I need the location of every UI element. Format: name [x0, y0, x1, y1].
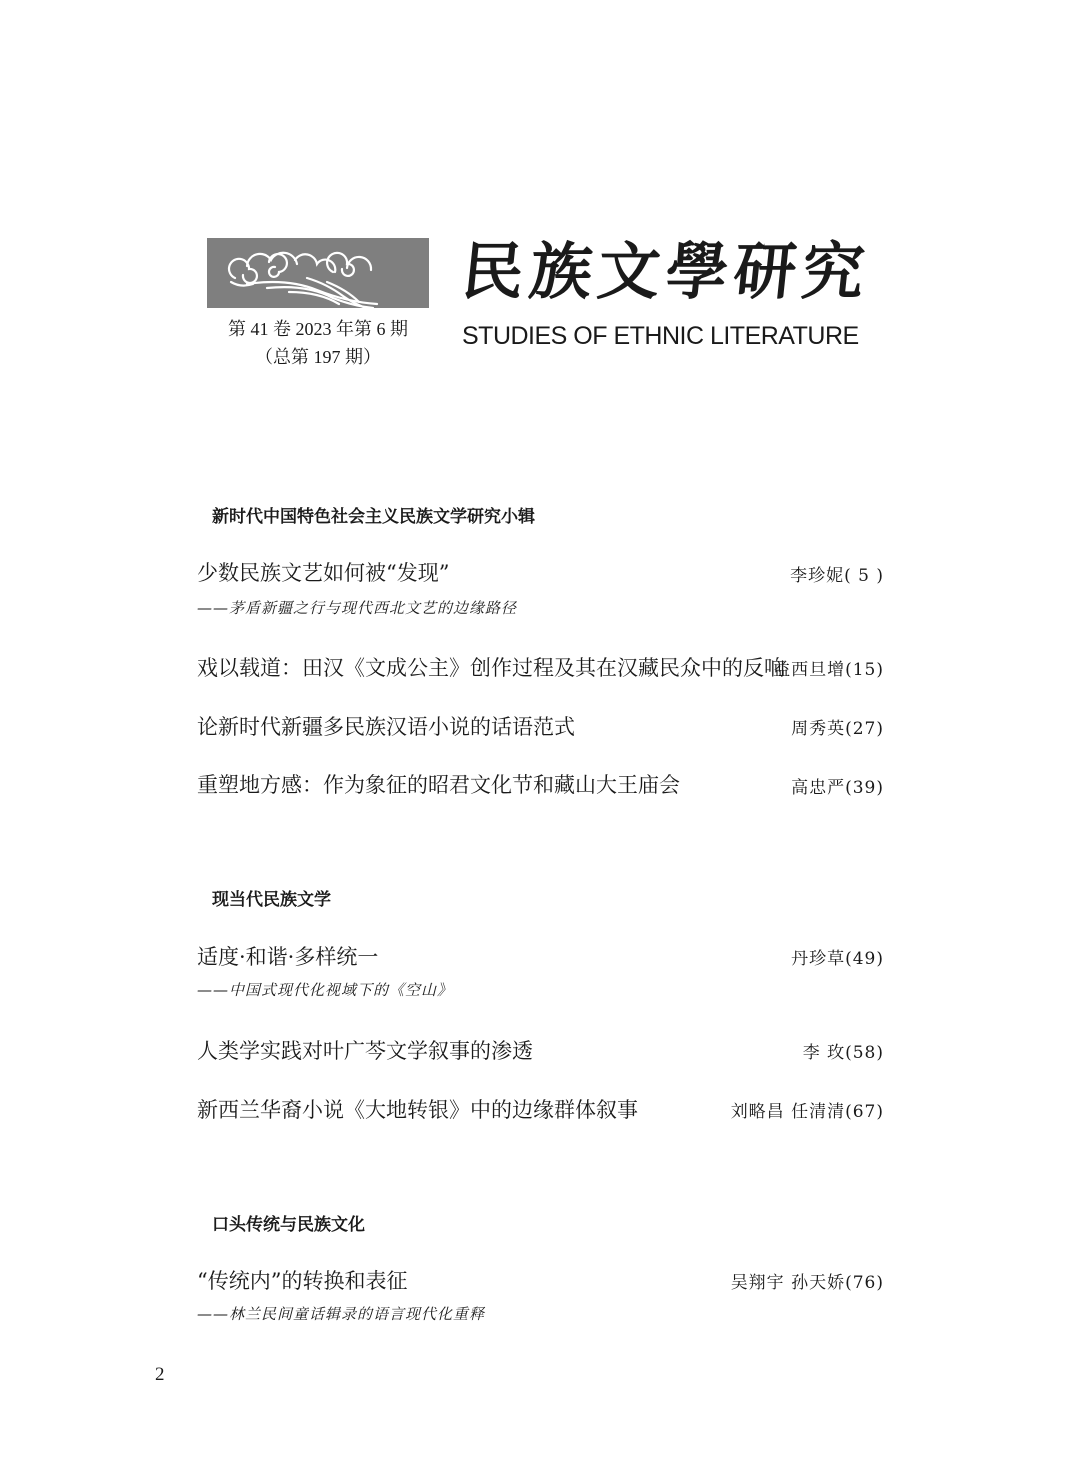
toc-entry-author: 益西旦增(15) — [773, 660, 884, 680]
toc-entry-title[interactable]: 适度·和谐·多样统一 — [197, 945, 379, 969]
toc-entry-title[interactable]: 人类学实践对叶广芩文学叙事的渗透 — [197, 1039, 533, 1063]
journal-logo — [207, 238, 429, 308]
toc-entry-title[interactable]: 论新时代新疆多民族汉语小说的话语范式 — [197, 715, 575, 739]
toc-entry-author: 高忠严(39) — [791, 778, 884, 798]
toc-entry-title[interactable]: “传统内”的转换和表征 — [197, 1269, 408, 1293]
section-heading: 新时代中国特色社会主义民族文学研究小辑 — [212, 507, 535, 527]
toc-entry-author: 吴翔宇 孙天娇(76) — [730, 1273, 884, 1293]
issue-total: （总第 197 期） — [255, 347, 381, 367]
toc-entry-author: 丹珍草(49) — [791, 949, 884, 969]
toc-entry-title[interactable]: 少数民族文艺如何被“发现” — [197, 561, 450, 585]
toc-entry-title[interactable]: 新西兰华裔小说《大地转银》中的边缘群体叙事 — [197, 1098, 638, 1122]
issue-info — [207, 315, 429, 371]
auspicious-cloud-icon — [207, 238, 429, 308]
toc-entry-subtitle: ——茅盾新疆之行与现代西北文艺的边缘路径 — [197, 599, 518, 617]
page-number: 2 — [155, 1364, 165, 1385]
toc-entry-author: 李 玫(58) — [802, 1043, 884, 1063]
section-heading: 口头传统与民族文化 — [212, 1215, 365, 1235]
issue-volume: 第 41 卷 2023 年第 6 期 — [228, 319, 408, 339]
toc-entry-title[interactable]: 戏以载道：田汉《文成公主》创作过程及其在汉藏民众中的反响 — [197, 656, 785, 680]
toc-entry-author: 周秀英(27) — [791, 719, 884, 739]
toc-entry-subtitle: ——中国式现代化视域下的《空山》 — [197, 981, 454, 999]
journal-title-en: STUDIES OF ETHNIC LITERATURE — [462, 322, 859, 350]
toc-entry-title[interactable]: 重塑地方感：作为象征的昭君文化节和藏山大王庙会 — [197, 773, 680, 797]
toc-entry-author: 刘略昌 任清清(67) — [730, 1102, 884, 1122]
toc-entry-author: 李珍妮( 5 ) — [790, 566, 884, 586]
toc-entry-subtitle: ——林兰民间童话辑录的语言现代化重释 — [197, 1305, 486, 1323]
section-heading: 现当代民族文学 — [212, 890, 331, 910]
journal-title-cn: 民族文學研究 — [458, 235, 874, 308]
